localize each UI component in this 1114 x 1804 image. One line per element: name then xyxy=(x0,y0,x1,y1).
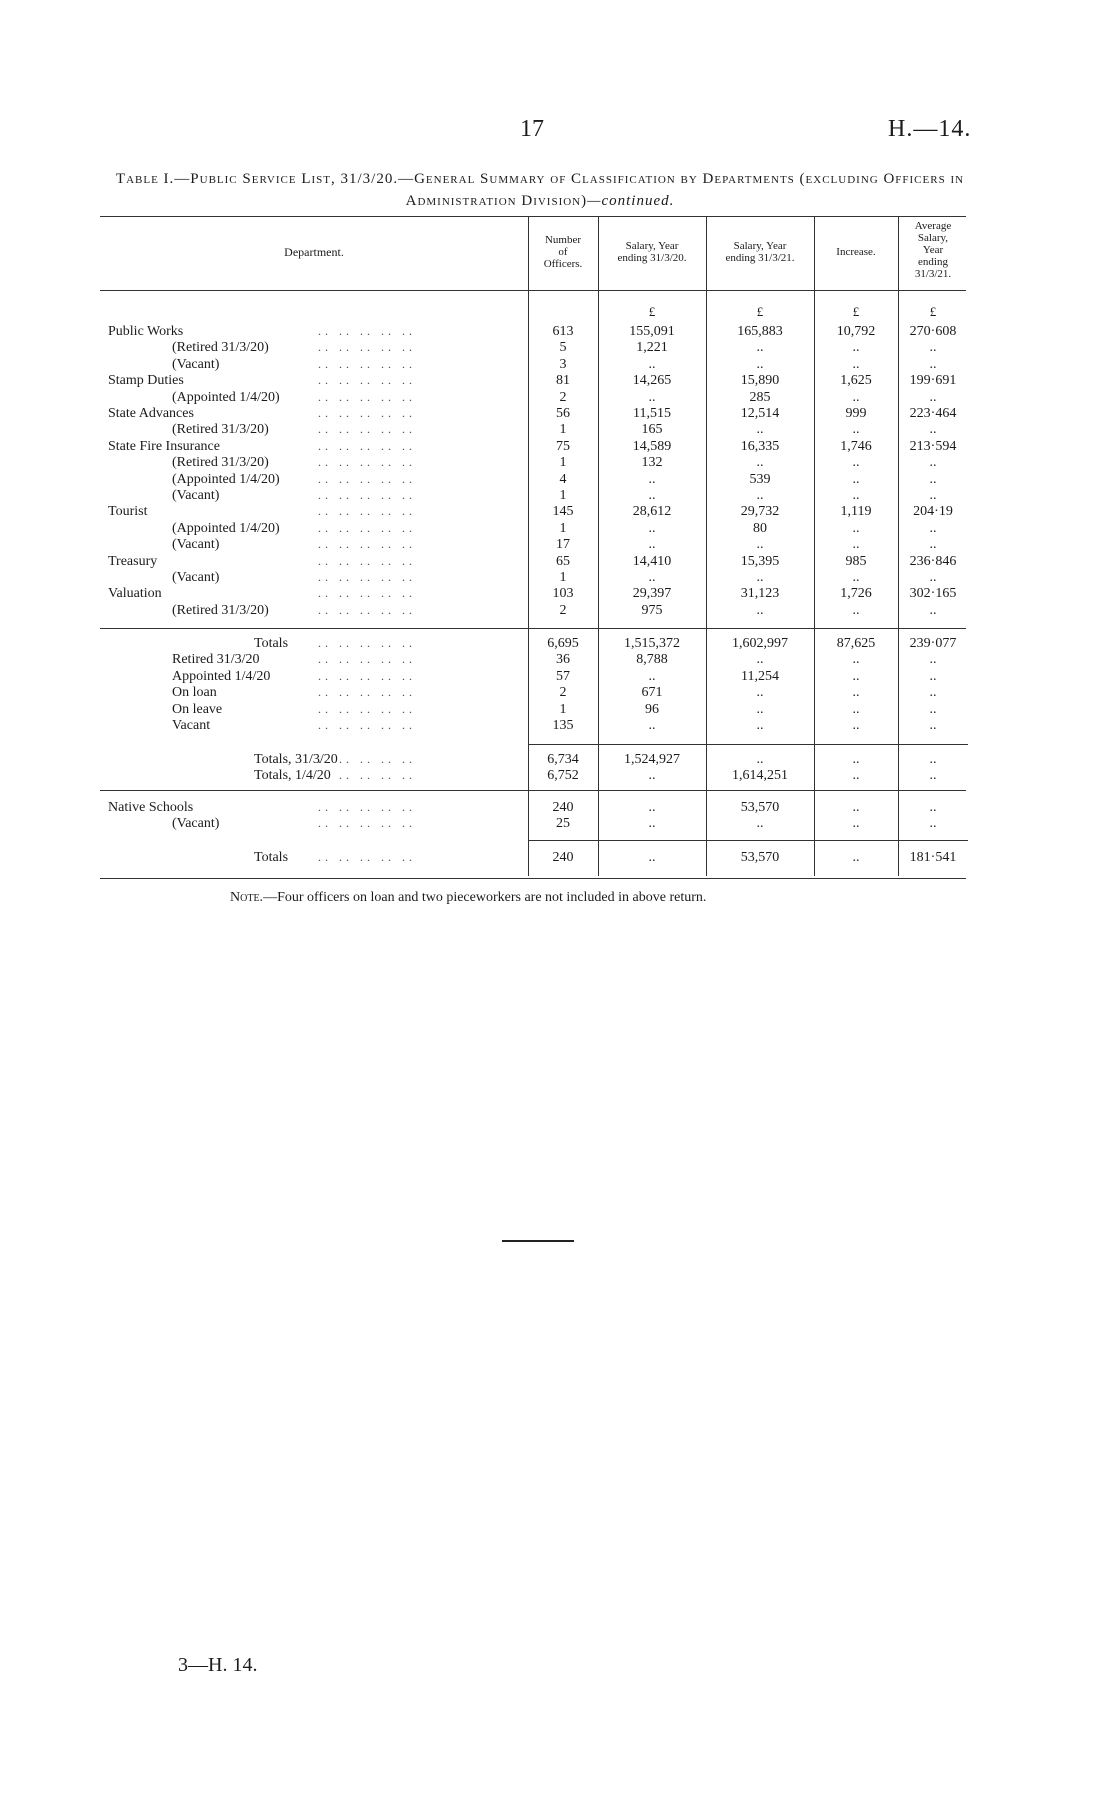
cell-salary-1921: .. xyxy=(756,340,764,356)
cell-average: .. xyxy=(929,768,937,784)
row-label: Totals xyxy=(254,850,289,865)
header-line: Increase. xyxy=(836,246,876,258)
header-line: Officers. xyxy=(543,258,583,270)
cell-average: .. xyxy=(929,668,937,684)
cell-officers: 75 xyxy=(556,438,570,454)
row-label: Public Works xyxy=(108,324,184,339)
cell-increase: .. xyxy=(852,422,860,438)
dot-leader: .. .. .. .. .. xyxy=(318,553,416,568)
cell-officers: 6,752 xyxy=(547,768,579,784)
row-label: Valuation xyxy=(108,586,162,602)
cell-officers: 613 xyxy=(552,324,574,339)
note-text: —Four officers on loan and two pieceworkers are not included in above return. xyxy=(263,890,707,905)
section-rule xyxy=(528,744,968,745)
cell-officers: 2 xyxy=(559,602,567,618)
cell-officers: 65 xyxy=(556,553,570,569)
cell-officers: 17 xyxy=(556,537,570,553)
header-line: ending 31/3/20. xyxy=(617,252,687,264)
dot-leader: .. .. .. .. .. xyxy=(318,668,416,683)
header-line: ending xyxy=(918,256,948,268)
cell-average: .. xyxy=(929,685,937,701)
table-bottom-rule xyxy=(100,878,966,879)
column-header-department xyxy=(100,246,528,258)
unit-salary-1920: £ xyxy=(648,304,656,319)
cell-salary-1921: .. xyxy=(756,356,764,372)
cell-salary-1921: .. xyxy=(756,602,764,618)
row-label: State Advances xyxy=(108,406,194,421)
cell-officers: 1 xyxy=(559,520,567,536)
row-label: (Retired 31/3/20) xyxy=(172,422,269,438)
row-label: On leave xyxy=(172,701,223,717)
cell-salary-1921: 1,602,997 xyxy=(732,636,788,651)
dot-leader: .. .. .. .. .. xyxy=(318,422,416,437)
cell-average: .. xyxy=(929,652,937,668)
cell-increase: .. xyxy=(852,602,860,618)
dot-leader: .. .. .. .. .. xyxy=(318,373,416,388)
cell-officers: 135 xyxy=(552,718,574,733)
table-top-rule xyxy=(100,216,966,217)
cell-average: 199·691 xyxy=(909,373,957,389)
cell-average: .. xyxy=(929,422,937,438)
cell-salary-1920: 1,524,927 xyxy=(624,752,680,767)
cell-salary-1921: 53,570 xyxy=(740,800,780,815)
document-reference: H.—14. xyxy=(888,116,972,142)
dot-leader: .. .. .. .. .. xyxy=(318,455,416,470)
row-label: Stamp Duties xyxy=(108,373,184,389)
cell-officers: 145 xyxy=(552,504,574,520)
header-line: of xyxy=(558,246,568,258)
cell-increase: .. xyxy=(852,652,860,668)
cell-officers: 3 xyxy=(559,356,567,372)
row-label: Totals, 1/4/20 xyxy=(254,768,331,784)
row-label: Tourist xyxy=(108,504,148,520)
section-rule xyxy=(100,628,966,629)
cell-officers: 56 xyxy=(556,406,570,421)
cell-average: .. xyxy=(929,520,937,536)
cell-average: .. xyxy=(929,455,937,471)
dot-leader: .. .. .. .. .. xyxy=(318,752,416,766)
cell-salary-1921: .. xyxy=(756,570,764,585)
cell-salary-1921: 15,395 xyxy=(740,553,780,569)
table-title-main: Table I.—Public Service List, 31/3/20.—General Summary of Classification by Departments (excluding Officers in Administration Division) xyxy=(115,171,965,209)
cell-salary-1921: 31,123 xyxy=(740,586,780,602)
row-label: Treasury xyxy=(108,553,158,569)
header-line: Salary, xyxy=(917,232,949,244)
cell-average: .. xyxy=(929,389,937,405)
cell-increase: .. xyxy=(852,356,860,372)
row-label: (Retired 31/3/20) xyxy=(172,602,269,618)
cell-increase: .. xyxy=(852,455,860,471)
table-title xyxy=(100,168,980,212)
cell-officers: 6,734 xyxy=(547,752,579,767)
page-number: 17 xyxy=(520,116,544,142)
cell-salary-1921: 1,614,251 xyxy=(732,768,788,784)
cell-increase: .. xyxy=(852,768,860,784)
column-header-salary-1920 xyxy=(598,240,706,264)
cell-salary-1920: .. xyxy=(648,471,656,487)
dot-leader: .. .. .. .. .. xyxy=(318,602,416,617)
cell-salary-1921: .. xyxy=(756,455,764,471)
footer-signature-ref: 3—H. 14. xyxy=(178,1654,258,1676)
note-label: Note. xyxy=(230,890,264,905)
row-label: Appointed 1/4/20 xyxy=(172,668,271,684)
row-label: Totals, 31/3/20 xyxy=(254,752,338,767)
dot-leader: .. .. .. .. .. xyxy=(318,389,416,404)
cell-increase: .. xyxy=(852,800,860,815)
header-line: ending 31/3/21. xyxy=(725,252,795,264)
cell-average: 270·608 xyxy=(909,324,957,339)
cell-officers: 1 xyxy=(559,701,567,717)
cell-salary-1921: 12,514 xyxy=(740,406,780,421)
cell-salary-1920: 11,515 xyxy=(633,406,671,421)
cell-salary-1921: 165,883 xyxy=(737,324,783,339)
cell-average: .. xyxy=(929,471,937,487)
dot-leader: .. .. .. .. .. xyxy=(318,340,416,355)
cell-salary-1921: .. xyxy=(756,488,764,503)
cell-increase: .. xyxy=(852,668,860,684)
dot-leader: .. .. .. .. .. xyxy=(318,718,416,732)
header-bottom-rule xyxy=(100,290,966,291)
row-label: (Retired 31/3/20) xyxy=(172,340,269,356)
cell-salary-1920: 975 xyxy=(641,602,663,618)
cell-officers: 1 xyxy=(559,570,567,585)
cell-salary-1921: .. xyxy=(756,537,764,553)
cell-salary-1920: .. xyxy=(648,800,656,815)
dot-leader: .. .. .. .. .. xyxy=(318,537,416,552)
cell-salary-1920: 29,397 xyxy=(632,586,672,602)
row-label: (Appointed 1/4/20) xyxy=(172,389,280,405)
column-header-increase xyxy=(814,246,898,258)
cell-increase: .. xyxy=(852,685,860,701)
cell-average: .. xyxy=(929,537,937,553)
row-label: Totals xyxy=(254,636,289,651)
cell-increase: .. xyxy=(852,520,860,536)
cell-salary-1920: .. xyxy=(648,570,656,585)
cell-salary-1921: 16,335 xyxy=(740,438,780,454)
cell-increase: 985 xyxy=(845,553,867,569)
row-label: (Retired 31/3/20) xyxy=(172,455,269,471)
table-title-suffix: —continued. xyxy=(587,193,675,209)
cell-increase: .. xyxy=(852,850,860,865)
cell-salary-1920: .. xyxy=(648,816,656,832)
header-line: Average xyxy=(914,220,952,232)
cell-increase: 87,625 xyxy=(836,636,876,651)
cell-officers: 1 xyxy=(559,488,567,503)
cell-salary-1920: .. xyxy=(648,537,656,553)
row-label: Retired 31/3/20 xyxy=(172,652,260,668)
cell-increase: 10,792 xyxy=(836,324,876,339)
cell-salary-1920: 165 xyxy=(641,422,663,438)
row-label: Native Schools xyxy=(108,800,194,815)
row-label: (Appointed 1/4/20) xyxy=(172,520,280,536)
cell-salary-1920: .. xyxy=(648,356,656,372)
dot-leader: .. .. .. .. .. xyxy=(318,586,416,601)
cell-officers: 36 xyxy=(556,652,570,668)
cell-increase: .. xyxy=(852,537,860,553)
dot-leader: .. .. .. .. .. xyxy=(318,570,416,584)
cell-officers: 103 xyxy=(552,586,574,602)
row-label: (Vacant) xyxy=(172,356,220,372)
cell-increase: .. xyxy=(852,389,860,405)
section-rule xyxy=(528,840,968,841)
cell-average: 302·165 xyxy=(909,586,957,602)
dot-leader: .. .. .. .. .. xyxy=(318,685,416,700)
row-label: On loan xyxy=(172,685,217,701)
dot-leader: .. .. .. .. .. xyxy=(318,471,416,486)
cell-salary-1920: .. xyxy=(648,488,656,503)
cell-officers: 240 xyxy=(552,800,574,815)
cell-salary-1921: .. xyxy=(756,652,764,668)
cell-increase: 1,625 xyxy=(840,373,872,389)
cell-officers: 81 xyxy=(556,373,570,389)
cell-officers: 2 xyxy=(559,389,567,405)
cell-salary-1921: .. xyxy=(756,701,764,717)
cell-officers: 6,695 xyxy=(547,636,579,651)
cell-officers: 25 xyxy=(556,816,570,832)
cell-salary-1920: 1,221 xyxy=(636,340,668,356)
cell-average: 239·077 xyxy=(909,636,957,651)
cell-salary-1921: 11,254 xyxy=(741,668,779,684)
dot-leader: .. .. .. .. .. xyxy=(318,636,416,650)
dot-leader: .. .. .. .. .. xyxy=(318,701,416,716)
cell-increase: 999 xyxy=(845,406,867,421)
cell-officers: 1 xyxy=(559,455,567,471)
cell-salary-1921: .. xyxy=(756,685,764,701)
header-line: 31/3/21. xyxy=(914,268,952,280)
cell-salary-1920: .. xyxy=(648,718,656,733)
dot-leader: .. .. .. .. .. xyxy=(318,406,416,420)
cell-salary-1921: .. xyxy=(756,816,764,832)
cell-salary-1920: 14,589 xyxy=(632,438,672,454)
cell-salary-1920: .. xyxy=(648,850,656,865)
cell-increase: .. xyxy=(852,718,860,733)
cell-salary-1920: 155,091 xyxy=(629,324,675,339)
column-header-average xyxy=(898,220,968,280)
cell-average: .. xyxy=(929,718,937,733)
column-header-officers xyxy=(528,234,598,270)
cell-increase: .. xyxy=(852,340,860,356)
cell-salary-1920: .. xyxy=(648,520,656,536)
cell-salary-1921: 15,890 xyxy=(740,373,780,389)
cell-salary-1920: 132 xyxy=(641,455,663,471)
cell-salary-1921: 539 xyxy=(749,471,771,487)
column-header-salary-1921 xyxy=(706,240,814,264)
dot-leader: .. .. .. .. .. xyxy=(318,816,416,831)
column-header-department-text: Department. xyxy=(284,245,344,259)
section-rule xyxy=(100,790,966,791)
cell-salary-1920: .. xyxy=(648,389,656,405)
cell-increase: .. xyxy=(852,701,860,717)
cell-salary-1920: 8,788 xyxy=(636,652,668,668)
row-label: (Appointed 1/4/20) xyxy=(172,471,280,487)
cell-increase: .. xyxy=(852,570,860,585)
cell-average: .. xyxy=(929,340,937,356)
cell-average: .. xyxy=(929,570,937,585)
cell-salary-1921: .. xyxy=(756,752,764,767)
decorative-rule xyxy=(502,1240,574,1242)
cell-salary-1920: 671 xyxy=(641,685,663,701)
table-note xyxy=(230,890,706,906)
cell-salary-1920: .. xyxy=(648,668,656,684)
header-line: Number xyxy=(544,234,582,246)
cell-salary-1921: .. xyxy=(756,718,764,733)
cell-salary-1920: 1,515,372 xyxy=(624,636,680,651)
row-label: (Vacant) xyxy=(172,816,220,832)
dot-leader: .. .. .. .. .. xyxy=(318,652,416,667)
cell-average: .. xyxy=(929,752,937,767)
cell-officers: 5 xyxy=(559,340,567,356)
cell-salary-1920: 14,410 xyxy=(632,553,672,569)
cell-salary-1921: 285 xyxy=(749,389,771,405)
dot-leader: .. .. .. .. .. xyxy=(318,850,416,864)
cell-average: .. xyxy=(929,488,937,503)
dot-leader: .. .. .. .. .. xyxy=(318,488,416,502)
cell-average: 213·594 xyxy=(909,438,957,454)
cell-salary-1920: 96 xyxy=(645,701,659,717)
dot-leader: .. .. .. .. .. xyxy=(318,504,416,519)
cell-average: .. xyxy=(929,701,937,717)
row-label: (Vacant) xyxy=(172,570,220,585)
cell-average: .. xyxy=(929,356,937,372)
cell-salary-1921: 80 xyxy=(753,520,767,536)
cell-increase: .. xyxy=(852,816,860,832)
cell-salary-1920: .. xyxy=(648,768,656,784)
cell-average: 204·19 xyxy=(913,504,953,520)
cell-average: .. xyxy=(929,800,937,815)
cell-officers: 57 xyxy=(556,668,570,684)
row-label: (Vacant) xyxy=(172,537,220,553)
unit-salary-1921: £ xyxy=(756,304,764,319)
cell-salary-1921: 53,570 xyxy=(740,850,780,865)
cell-officers: 2 xyxy=(559,685,567,701)
cell-increase: .. xyxy=(852,471,860,487)
dot-leader: .. .. .. .. .. xyxy=(318,800,416,814)
cell-salary-1921: 29,732 xyxy=(740,504,780,520)
dot-leader: .. .. .. .. .. xyxy=(318,768,416,783)
unit-increase: £ xyxy=(852,304,860,319)
cell-increase: 1,746 xyxy=(840,438,872,454)
dot-leader: .. .. .. .. .. xyxy=(318,438,416,453)
cell-officers: 240 xyxy=(552,850,574,865)
dot-leader: .. .. .. .. .. xyxy=(318,520,416,535)
cell-increase: .. xyxy=(852,488,860,503)
header-line: Year xyxy=(922,244,944,256)
cell-increase: 1,119 xyxy=(840,504,872,520)
row-label: State Fire Insurance xyxy=(108,438,220,454)
cell-average: 181·541 xyxy=(909,850,957,865)
cell-average: 236·846 xyxy=(909,553,957,569)
dot-leader: .. .. .. .. .. xyxy=(318,324,416,338)
cell-officers: 4 xyxy=(559,471,567,487)
cell-officers: 1 xyxy=(559,422,567,438)
cell-salary-1921: .. xyxy=(756,422,764,438)
dot-leader: .. .. .. .. .. xyxy=(318,356,416,371)
header-line: Salary, Year xyxy=(625,240,679,252)
cell-increase: 1,726 xyxy=(840,586,872,602)
cell-average: 223·464 xyxy=(909,406,957,421)
header-line: Salary, Year xyxy=(733,240,787,252)
cell-average: .. xyxy=(929,602,937,618)
cell-average: .. xyxy=(929,816,937,832)
row-label: (Vacant) xyxy=(172,488,220,503)
cell-increase: .. xyxy=(852,752,860,767)
row-label: Vacant xyxy=(172,718,211,733)
unit-average: £ xyxy=(929,304,937,319)
cell-salary-1920: 28,612 xyxy=(632,504,672,520)
cell-salary-1920: 14,265 xyxy=(632,373,672,389)
